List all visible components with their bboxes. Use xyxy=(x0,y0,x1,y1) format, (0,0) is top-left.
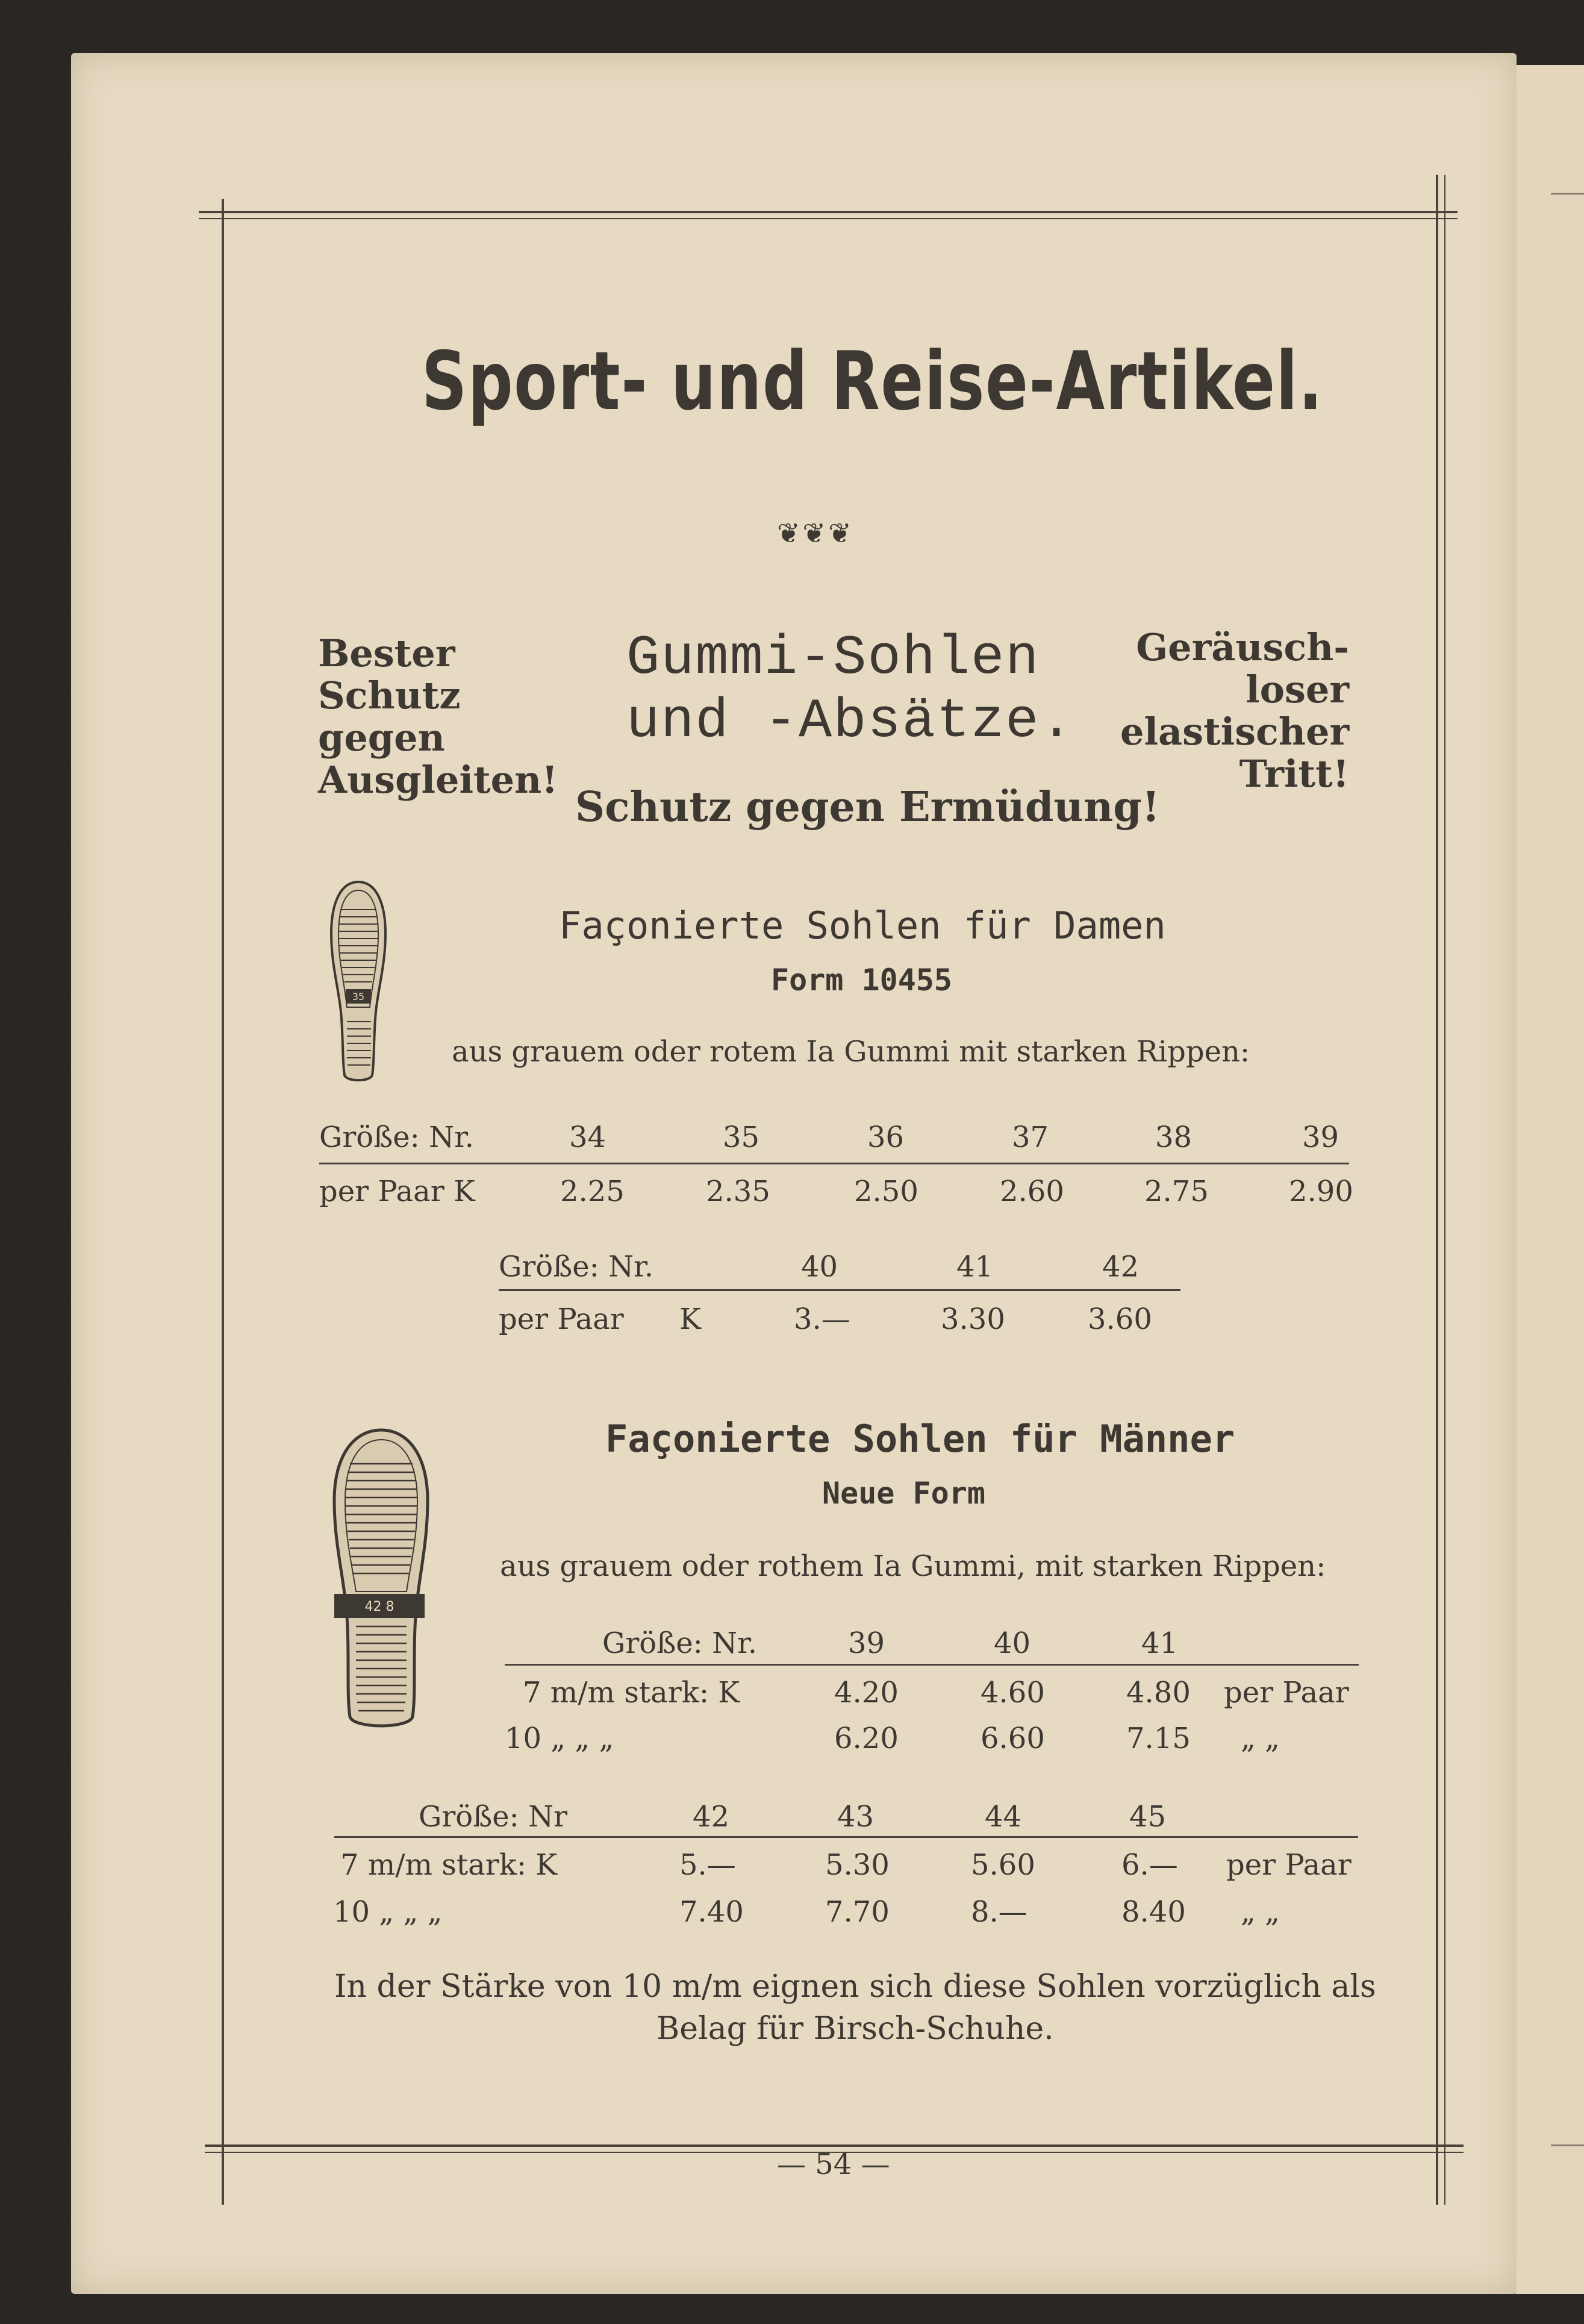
men-t2-row2-price: 7.70 xyxy=(825,1895,890,1929)
center-subheading: Schutz gegen Ermüdung! xyxy=(575,783,1160,831)
men-t2-row1-price: 5.— xyxy=(679,1848,736,1882)
men-t1-rule xyxy=(505,1664,1359,1666)
left-slogan xyxy=(318,633,558,801)
women-t2-price: 3.30 xyxy=(941,1302,1005,1336)
men-t1-row2-price: 6.20 xyxy=(834,1722,899,1755)
men-sole-illustration xyxy=(328,1428,434,1732)
women-t2-price: 3.— xyxy=(794,1302,850,1336)
men-t2-row2-price: 7.40 xyxy=(679,1895,744,1929)
men-t2-size: 45 xyxy=(1129,1800,1167,1834)
note-line1: In der Stärke von 10 m/m eignen sich diese Sohlen vorzüglich als xyxy=(334,1969,1376,2005)
men-t1-size-label: Größe: Nr. xyxy=(602,1626,758,1660)
frame-right-rule-thin xyxy=(1444,175,1445,2205)
men-t2-size: 43 xyxy=(837,1800,875,1834)
next-page-edge xyxy=(1515,65,1584,2294)
right-slogan xyxy=(1120,626,1349,795)
women-t1-size: 36 xyxy=(867,1120,905,1154)
women-sole-mark: 35 xyxy=(352,991,365,1002)
men-t1-row2-suffix: „ „ xyxy=(1241,1722,1280,1755)
men-t2-row2-price: 8.40 xyxy=(1121,1895,1186,1929)
men-t1-row2-label: 10 „ „ „ xyxy=(505,1722,614,1755)
women-t1-size: 39 xyxy=(1302,1120,1339,1154)
women-t1-size: 34 xyxy=(569,1120,606,1154)
women-t2-rule xyxy=(499,1289,1180,1291)
center-heading-line2: und -Absätze. xyxy=(626,690,1074,753)
next-page-rule xyxy=(1551,2144,1584,2146)
women-t1-price: 2.60 xyxy=(1000,1175,1064,1208)
women-t2-size: 41 xyxy=(956,1250,994,1284)
men-t1-row1-price: 4.60 xyxy=(981,1676,1045,1710)
men-t2-row1-label: 7 m/m stark: K xyxy=(340,1848,558,1882)
right-slogan-line: loser xyxy=(1246,667,1349,711)
women-t1-rule xyxy=(319,1163,1349,1164)
men-t1-size: 39 xyxy=(848,1626,885,1660)
men-t2-row2-price: 8.— xyxy=(971,1895,1027,1929)
women-t2-size-label: Größe: Nr. xyxy=(499,1250,654,1284)
men-t2-size-label: Größe: Nr xyxy=(419,1800,568,1834)
next-page-rule xyxy=(1551,193,1584,195)
women-form-number: Form 10455 xyxy=(771,963,953,998)
frame-bottom-rule xyxy=(205,2144,1464,2147)
men-form-name: Neue Form xyxy=(822,1476,985,1511)
women-t2-price-label: per Paar xyxy=(499,1302,624,1336)
men-t2-row1-price: 5.60 xyxy=(971,1848,1035,1882)
women-description: aus grauem oder rotem Ia Gummi mit starken Rippen: xyxy=(452,1035,1250,1069)
page-title: Sport- und Reise-Artikel. xyxy=(422,334,1324,428)
men-t2-row2-suffix: „ „ xyxy=(1241,1895,1280,1929)
women-t1-size-label: Größe: Nr. xyxy=(319,1120,475,1154)
women-t1-price: 2.35 xyxy=(706,1175,770,1208)
women-t1-price-label: per Paar K xyxy=(319,1175,475,1208)
right-slogan-line: Geräusch- xyxy=(1136,625,1349,669)
women-t1-price: 2.50 xyxy=(854,1175,918,1208)
page-number: — 54 — xyxy=(777,2148,890,2181)
men-t1-size: 41 xyxy=(1141,1626,1179,1660)
women-t1-size: 38 xyxy=(1155,1120,1193,1154)
frame-top-rule-thin xyxy=(199,218,1458,219)
men-t1-row1-suffix: per Paar xyxy=(1224,1676,1349,1710)
frame-top-rule xyxy=(199,211,1458,213)
men-t2-size: 44 xyxy=(985,1800,1022,1834)
women-t1-price: 2.25 xyxy=(560,1175,625,1208)
frame-left-rule xyxy=(222,199,224,2205)
men-t1-row1-label: 7 m/m stark: K xyxy=(523,1676,740,1710)
women-t1-size: 37 xyxy=(1012,1120,1049,1154)
women-t1-size: 35 xyxy=(723,1120,760,1154)
women-t1-price: 2.90 xyxy=(1289,1175,1353,1208)
women-t1-price: 2.75 xyxy=(1144,1175,1209,1208)
men-t2-rule xyxy=(334,1836,1358,1838)
ornament: ❦❦❦ xyxy=(777,517,854,549)
left-slogan-line: Schutz xyxy=(318,673,461,717)
women-t2-size: 42 xyxy=(1102,1250,1140,1284)
note-line2: Belag für Birsch-Schuhe. xyxy=(656,2011,1054,2047)
women-t2-currency: K xyxy=(679,1302,701,1336)
men-t1-row1-price: 4.80 xyxy=(1126,1676,1191,1710)
men-t1-row1-price: 4.20 xyxy=(834,1676,899,1710)
men-t2-size: 42 xyxy=(693,1800,730,1834)
men-t2-row1-price: 5.30 xyxy=(825,1848,890,1882)
men-section-heading: Façonierte Sohlen für Männer xyxy=(605,1417,1235,1461)
frame-right-rule xyxy=(1436,175,1438,2205)
center-heading-line1: Gummi-Sohlen xyxy=(626,626,1040,690)
women-t2-size: 40 xyxy=(801,1250,838,1284)
women-sole-illustration xyxy=(325,879,391,1084)
men-t1-size: 40 xyxy=(994,1626,1031,1660)
left-slogan-line: Bester xyxy=(318,631,455,675)
men-sole-mark: 42 8 xyxy=(364,1599,394,1614)
left-slogan-line: Ausgleiten! xyxy=(318,758,558,802)
right-slogan-line: Tritt! xyxy=(1239,752,1349,796)
right-slogan-line: elastischer xyxy=(1120,710,1350,754)
women-t2-price: 3.60 xyxy=(1088,1302,1152,1336)
men-t1-row2-price: 7.15 xyxy=(1126,1722,1191,1755)
men-t2-row1-price: 6.— xyxy=(1121,1848,1178,1882)
men-t1-row2-price: 6.60 xyxy=(981,1722,1045,1755)
men-t2-row2-label: 10 „ „ „ xyxy=(333,1895,443,1929)
men-t2-row1-suffix: per Paar xyxy=(1226,1848,1352,1882)
left-slogan-line: gegen xyxy=(318,716,445,760)
women-section-heading: Façonierte Sohlen für Damen xyxy=(559,904,1166,948)
men-description: aus grauem oder rothem Ia Gummi, mit starken Rippen: xyxy=(500,1549,1326,1583)
